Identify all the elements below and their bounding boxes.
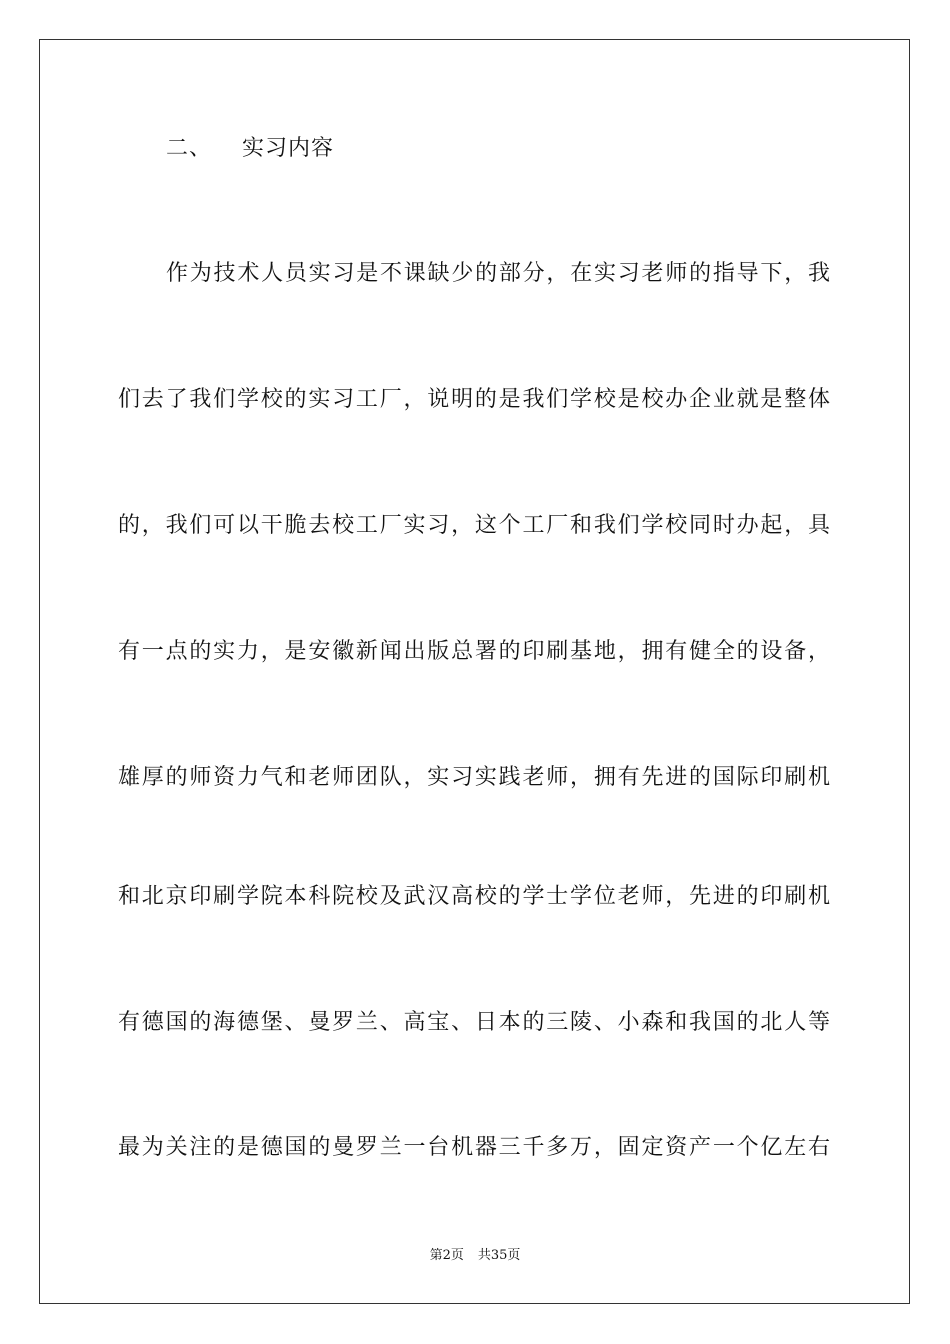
- paragraph-line: 们去了我们学校的实习工厂，说明的是我们学校是校办企业就是整体: [118, 387, 830, 412]
- paragraph-line: 的，我们可以干脆去校工厂实习，这个工厂和我们学校同时办起，具: [118, 513, 830, 538]
- paragraph-line: 有德国的海德堡、曼罗兰、高宝、日本的三陵、小森和我国的北人等: [118, 1010, 830, 1035]
- section-heading: [166, 130, 334, 168]
- page-number: 第2页: [429, 1248, 464, 1263]
- section-number: 二、: [166, 136, 213, 161]
- page-footer: [0, 1246, 950, 1266]
- paragraph-line: 最为关注的是德国的曼罗兰一台机器三千多万，固定资产一个亿左右: [118, 1135, 830, 1160]
- paragraph-line: 有一点的实力，是安徽新闻出版总署的印刷基地，拥有健全的设备，: [118, 639, 830, 664]
- paragraph-line: 雄厚的师资力气和老师团队，实习实践老师，拥有先进的国际印刷机: [118, 765, 830, 790]
- paragraph-line: 作为技术人员实习是不课缺少的部分，在实习老师的指导下，我: [166, 261, 830, 286]
- page-total: 共35页: [477, 1248, 521, 1263]
- paragraph-line: 和北京印刷学院本科院校及武汉高校的学士学位老师，先进的印刷机: [118, 884, 830, 909]
- section-title: 实习内容: [242, 136, 335, 161]
- page-border: [39, 39, 910, 1304]
